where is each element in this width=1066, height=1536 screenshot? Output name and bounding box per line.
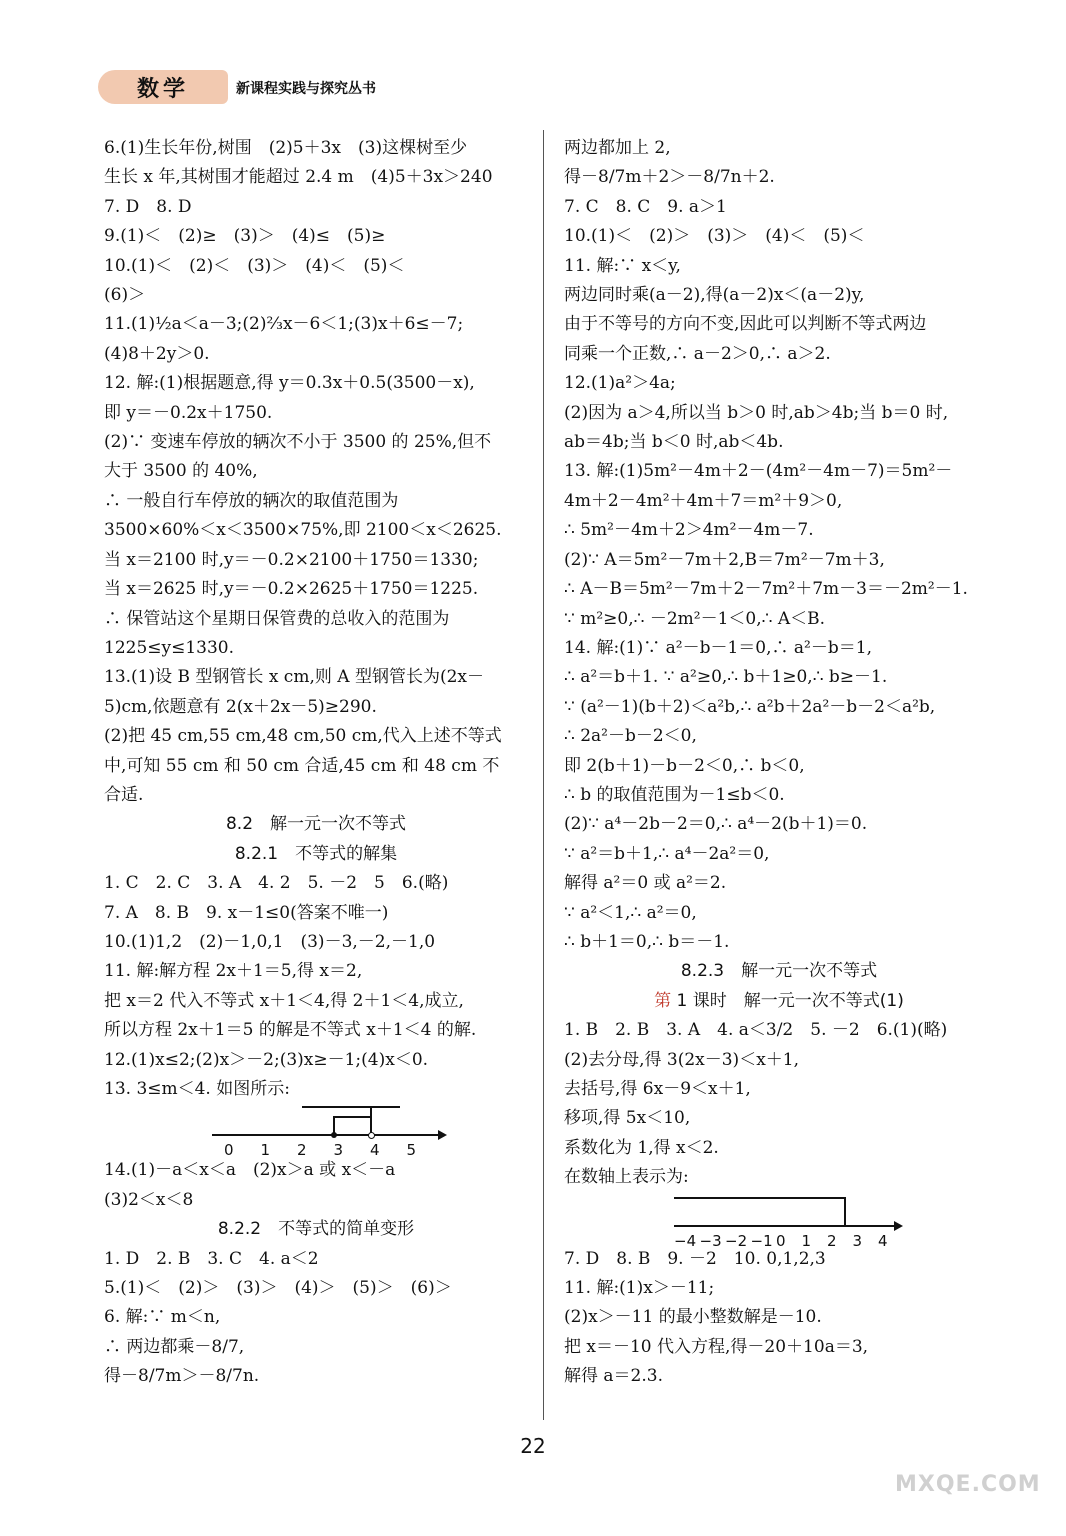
answer-line: 12.(1)x≤2;(2)x＞－2;(3)x≥－1;(4)x＜0.: [104, 1049, 429, 1070]
answer-line: 7. A 8. B 9. x－1≤0(答案不唯一): [104, 902, 389, 923]
answer-line: (3)2＜x＜8: [104, 1189, 194, 1210]
tick-label: 2: [297, 1141, 307, 1160]
lesson-title-text: 1 课时 解一元一次不等式(1): [671, 990, 904, 1011]
answer-line: 9.(1)＜ (2)≥ (3)＞ (4)≤ (5)≥: [104, 226, 386, 247]
solution-bracket-upper: [302, 1106, 400, 1108]
arrow-right-icon: [438, 1130, 447, 1140]
section-heading-8-2-1: 8.2.1 不等式的解集: [234, 843, 398, 864]
tick-label: 3: [852, 1231, 863, 1250]
answer-line: 同乘一个正数,∴ a－2＞0,∴ a＞2.: [564, 343, 831, 364]
right-answers-block-a: [564, 134, 994, 957]
solution-bound-right: [370, 1106, 372, 1134]
answer-line: 两边同时乘(a－2),得(a－2)x＜(a－2)y,: [564, 285, 865, 306]
answer-line: (2)把 45 cm,55 cm,48 cm,50 cm,代入上述不等式: [104, 726, 502, 747]
answer-line: 11. 解:解方程 2x＋1＝5,得 x＝2,: [104, 961, 363, 982]
answer-line: 11.(1)½a＜a－3;(2)⅔x－6＜1;(3)x＋6≤－7;: [104, 314, 464, 335]
answer-line: 7. D 8. B 9. －2 10. 0,1,2,3: [564, 1248, 826, 1269]
left-answers-block-d: [104, 1245, 528, 1392]
section-heading-8-2: 8.2 解一元一次不等式: [225, 814, 407, 835]
answer-line: (4)8＋2y＞0.: [104, 343, 210, 364]
answer-line: 1. D 2. B 3. C 4. a＜2: [104, 1248, 319, 1269]
number-line-axis: [212, 1134, 438, 1136]
answer-line: 10.(1)＜ (2)＜ (3)＞ (4)＜ (5)＜: [104, 255, 405, 276]
answer-line: 11. 解:(1)x＞－11;: [564, 1278, 715, 1299]
tick-label: 1: [801, 1231, 812, 1250]
answer-line: 13. 解:(1)5m²－4m＋2－(4m²－4m－7)＝5m²－: [564, 461, 953, 482]
tick-label: −1: [750, 1231, 773, 1250]
answer-line: (2)∵ 变速车停放的辆次不小于 3500 的 25%,但不: [104, 432, 492, 453]
answer-line: 1225≤y≤1330.: [104, 637, 235, 658]
tick-label: 4: [370, 1141, 380, 1160]
tick-label: −3: [699, 1231, 722, 1250]
answer-line: ∵ m²≥0,∴ －2m²－1＜0,∴ A＜B.: [564, 608, 826, 629]
answer-line: 所以方程 2x＋1＝5 的解是不等式 x＋1＜4 的解.: [104, 1020, 477, 1041]
answer-line: ∵ a²＝b＋1,∴ a⁴－2a²＝0,: [564, 843, 770, 864]
answer-line: 在数轴上表示为:: [564, 1167, 689, 1188]
answer-line: 14. 解:(1)∵ a²－b－1＝0,∴ a²－b＝1,: [564, 637, 872, 658]
left-answers-block-c: [104, 1156, 528, 1215]
right-answers-block-b: [564, 1016, 994, 1192]
answer-line: ∴ 两边都乘－8/7,: [104, 1336, 245, 1357]
answer-line: 中,可知 55 cm 和 50 cm 合适,45 cm 和 48 cm 不: [104, 755, 500, 776]
answer-line: (2)∵ A＝5m²－7m＋2,B＝7m²－7m＋3,: [564, 549, 885, 570]
tick-label: 3: [333, 1141, 344, 1160]
answer-line: (6)＞: [104, 285, 146, 306]
answer-line: 10.(1)1,2 (2)－1,0,1 (3)－3,－2,－1,0: [104, 931, 436, 952]
answer-line: 生长 x 年,其树围才能超过 2.4 m (4)5＋3x＞240: [104, 167, 493, 188]
series-title: 新课程实践与探究丛书: [236, 81, 376, 97]
tick-label: 1: [260, 1141, 271, 1160]
solution-bracket-top: [674, 1197, 846, 1199]
answer-line: 解得 a²＝0 或 a²＝2.: [564, 873, 727, 894]
tick-label: −2: [725, 1231, 748, 1250]
subject-label: 数学: [136, 76, 189, 102]
answer-line: ∴ b 的取值范围为－1≤b＜0.: [564, 784, 785, 805]
answer-line: 移项,得 5x＜10,: [564, 1108, 691, 1129]
solution-bound: [844, 1197, 846, 1225]
tick-label: −4: [674, 1231, 697, 1250]
tick-label: 2: [827, 1231, 837, 1250]
section-heading-8-2-3: 8.2.3 解一元一次不等式: [680, 961, 878, 982]
answer-line: (2)去分母,得 3(2x－3)＜x＋1,: [564, 1049, 799, 1070]
answer-line: 5.(1)＜ (2)＞ (3)＞ (4)＞ (5)＞ (6)＞: [104, 1278, 452, 1299]
left-answers-block-a: [104, 134, 528, 810]
number-line-2: [564, 1193, 994, 1250]
left-column: [104, 134, 528, 1392]
answer-line: ∴ 2a²－b－2＜0,: [564, 726, 697, 747]
answer-line: ∵ a²＜1,∴ a²＝0,: [564, 902, 697, 923]
answer-line: 去括号,得 6x－9＜x＋1,: [564, 1079, 751, 1099]
left-answers-block-b: [104, 869, 528, 1104]
answer-line: 3500×60%＜x＜3500×75%,即 2100＜x＜2625.: [104, 520, 502, 541]
right-answers-block-c: [564, 1245, 994, 1392]
answer-line: 当 x＝2100 时,y＝－0.2×2100＋1750＝1330;: [104, 549, 479, 570]
section-heading-8-2-2: 8.2.2 不等式的简单变形: [217, 1219, 415, 1240]
number-line-1: [104, 1104, 528, 1160]
answer-line: (2)因为 a＞4,所以当 b＞0 时,ab＞4b;当 b＝0 时,: [564, 402, 949, 423]
answer-line: 两边都加上 2,: [564, 138, 671, 158]
answer-line: ∴ b＋1＝0,∴ b＝－1.: [564, 931, 730, 952]
answer-line: 得－8/7m＞－8/7n.: [104, 1366, 260, 1387]
lesson-title: 第 1 课时 解一元一次不等式(1): [654, 990, 904, 1011]
answer-line: 合适.: [104, 784, 144, 805]
answer-line: 7. C 8. C 9. a＞1: [564, 196, 727, 217]
answer-line: ∴ a²＝b＋1. ∵ a²≥0,∴ b＋1≥0,∴ b≥－1.: [564, 667, 888, 688]
answer-line: 解得 a＝2.3.: [564, 1366, 663, 1387]
answer-line: 12. 解:(1)根据题意,得 y＝0.3x＋0.5(3500－x),: [104, 373, 475, 394]
answer-line: 13.(1)设 B 型钢管长 x cm,则 A 型钢管长为(2x－: [104, 667, 484, 688]
answer-line: ∵ (a²－1)(b＋2)＜a²b,∴ a²b＋2a²－b－2＜a²b,: [564, 696, 936, 717]
answer-line: 14.(1)－a＜x＜a (2)x＞a 或 x＜－a: [104, 1160, 396, 1181]
tick-label: 0: [776, 1231, 786, 1250]
right-column: [564, 134, 994, 1392]
answer-line: ∴ 保管站这个星期日保管费的总收入的范围为: [104, 608, 450, 629]
answer-line: 把 x＝2 代入不等式 x＋1＜4,得 2＋1＜4,成立,: [104, 990, 464, 1011]
answer-line: 5)cm,依题意有 2(x＋2x－5)≥290.: [104, 696, 377, 717]
answer-line: ab＝4b;当 b＜0 时,ab＜4b.: [564, 432, 784, 453]
answer-line: 得－8/7m＋2＞－8/7n＋2.: [564, 167, 775, 188]
page-number: 22: [520, 1434, 546, 1458]
answer-line: 1. C 2. C 3. A 4. 2 5. －2 5 6.(略): [104, 873, 449, 894]
tick-label: 0: [224, 1141, 234, 1160]
answer-line: 由于不等号的方向不变,因此可以判断不等式两边: [564, 314, 927, 335]
answer-line: 10.(1)＜ (2)＞ (3)＞ (4)＜ (5)＜: [564, 226, 865, 247]
tick-label: 4: [878, 1231, 888, 1250]
answer-line: 6. 解:∵ m＜n,: [104, 1307, 221, 1328]
answer-line: ∴ 一般自行车停放的辆次的取值范围为: [104, 490, 399, 511]
subject-tab: [98, 70, 228, 104]
answer-line: ∴ 5m²－4m＋2＞4m²－4m－7.: [564, 520, 814, 541]
arrow-right-icon: [894, 1221, 903, 1231]
answer-line: 把 x＝－10 代入方程,得－20＋10a＝3,: [564, 1336, 869, 1357]
tick-label: 5: [406, 1141, 417, 1160]
answer-line: ∴ A－B＝5m²－7m＋2－7m²＋7m－3＝－2m²－1.: [564, 579, 968, 600]
answer-line: 1. B 2. B 3. A 4. a＜3/2 5. －2 6.(1)(略): [564, 1020, 948, 1041]
answer-line: 7. D 8. D: [104, 196, 192, 217]
answer-line: 6.(1)生长年份,树围 (2)5＋3x (3)这棵树至少: [104, 138, 468, 158]
answer-line: 即 y＝－0.2x＋1750.: [104, 402, 273, 423]
answer-line: 系数化为 1,得 x＜2.: [564, 1137, 719, 1158]
answer-line: (2)x＞－11 的最小整数解是－10.: [564, 1307, 822, 1328]
answer-line: 即 2(b＋1)－b－2＜0,∴ b＜0,: [564, 755, 805, 776]
solution-bracket-top: [333, 1116, 370, 1118]
column-divider: [543, 130, 544, 1420]
answer-line: (2)∵ a⁴－2b－2＝0,∴ a⁴－2(b＋1)＝0.: [564, 814, 868, 835]
answer-line: 当 x＝2625 时,y＝－0.2×2625＋1750＝1225.: [104, 579, 479, 600]
answer-line: 大于 3500 的 40%,: [104, 461, 258, 482]
answer-line: 13. 3≤m＜4. 如图所示:: [104, 1079, 290, 1099]
watermark: MXQE.COM: [895, 1472, 1041, 1497]
answer-line: 12.(1)a²＞4a;: [564, 373, 676, 394]
answer-line: 4m＋2－4m²＋4m＋7＝m²＋9＞0,: [564, 490, 843, 511]
answer-line: 11. 解:∵ x＜y,: [564, 255, 681, 276]
